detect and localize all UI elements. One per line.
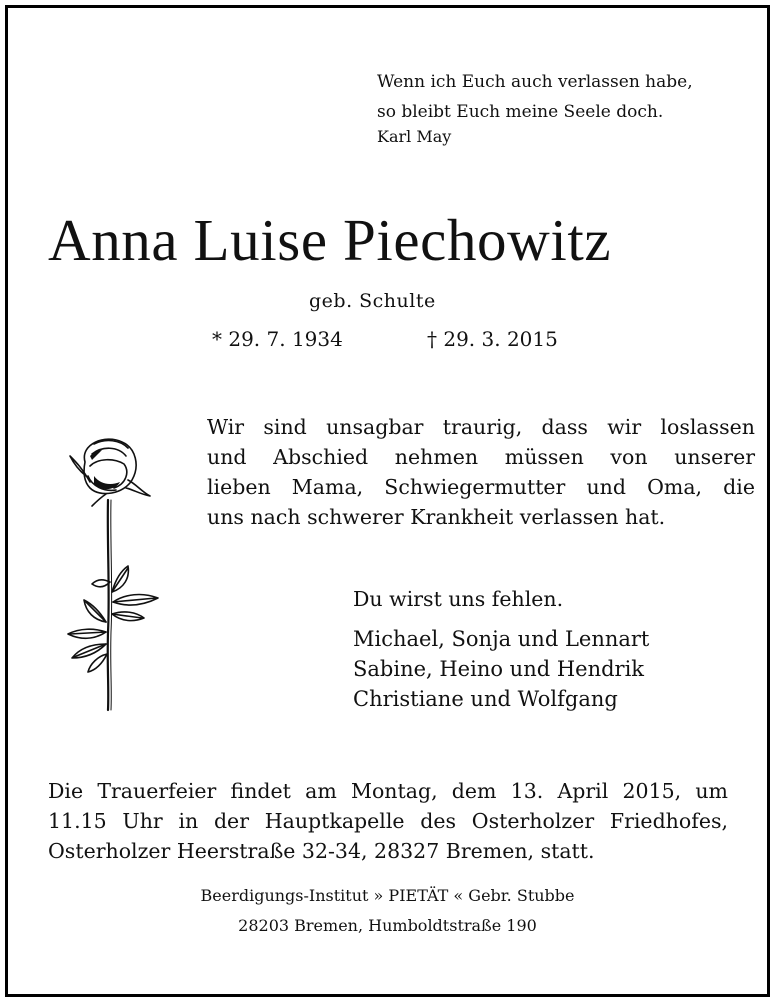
birth-date: * 29. 7. 1934 <box>212 327 343 351</box>
farewell-line: Du wirst uns fehlen. <box>353 587 564 611</box>
funeral-home-name: Beerdigungs-Institut » PIETÄT « Gebr. Stubbe <box>200 886 575 905</box>
message-line: und Abschied nehmen müssen von unserer <box>207 445 755 469</box>
quote-line-1: Wenn ich Euch auch verlassen habe, <box>377 72 693 92</box>
family-line-2: Sabine, Heino und Hendrik <box>353 657 645 681</box>
service-notice <box>48 776 728 866</box>
rose-icon <box>50 432 170 717</box>
quote-line-2: so bleibt Euch meine Seele doch. <box>377 102 664 122</box>
death-date: † 29. 3. 2015 <box>427 327 558 351</box>
service-line: 11.15 Uhr in der Hauptkapelle des Osterholzer Friedhofes, <box>48 809 728 833</box>
birth-name: geb. Schulte <box>309 290 436 312</box>
message-text <box>207 412 755 532</box>
message-line: Wir sind unsagbar traurig, dass wir loslassen <box>207 415 755 439</box>
quote-author: Karl May <box>377 127 452 146</box>
funeral-home-address: 28203 Bremen, Humboldtstraße 190 <box>238 916 537 935</box>
family-line-3: Christiane und Wolfgang <box>353 687 618 711</box>
deceased-name: Anna Luise Piechowitz <box>48 207 612 273</box>
service-line: Die Trauerfeier findet am Montag, dem 13. April 2015, um <box>48 779 728 803</box>
service-line: Osterholzer Heerstraße 32-34, 28327 Bremen, statt. <box>48 839 595 863</box>
message-line: uns nach schwerer Krankheit verlassen hat. <box>207 505 666 529</box>
family-line-1: Michael, Sonja und Lennart <box>353 627 650 651</box>
message-line: lieben Mama, Schwiegermutter und Oma, die <box>207 475 755 499</box>
